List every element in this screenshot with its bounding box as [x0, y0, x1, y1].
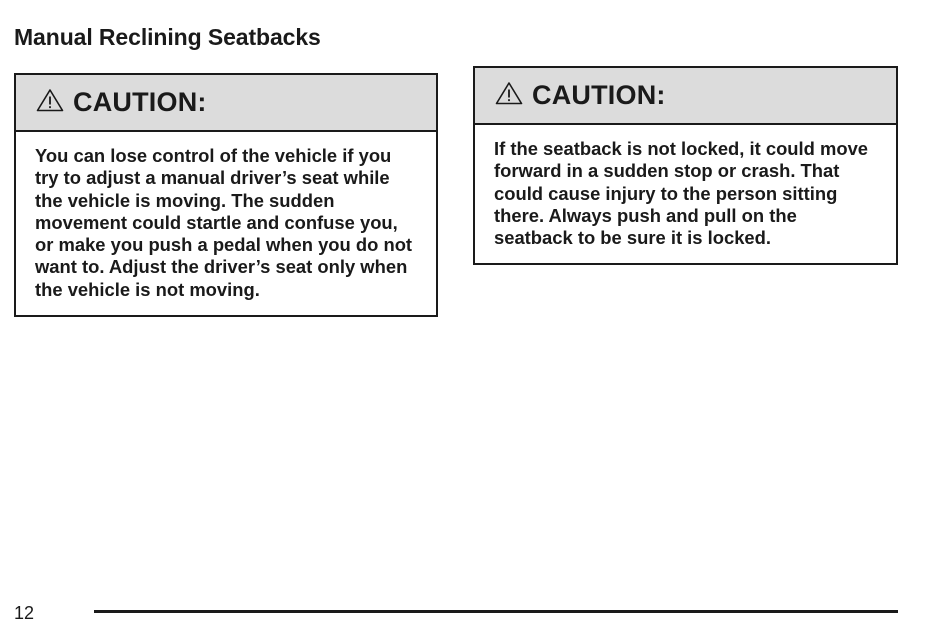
footer-rule [94, 610, 898, 613]
caution-label: CAUTION: [73, 87, 207, 117]
caution-text: You can lose control of the vehicle if you try to adjust a manual driver’s seat while the vehicle is moving. The sudden movement could startle and confuse you, or make you push a pedal when you do not want to. Adjust the driver’s seat only when the vehicle is not moving. [35, 145, 413, 300]
caution-header [475, 68, 896, 125]
caution-text: If the seatback is not locked, it could move forward in a sudden stop or crash. That could cause injury to the person sitting there. Always push and pull on the seatback to be sure it is locked. [494, 138, 869, 249]
caution-box [473, 66, 898, 265]
page-number: 12 [14, 603, 35, 623]
warning-triangle-icon [36, 88, 64, 112]
warning-triangle-icon [495, 81, 523, 105]
caution-label: CAUTION: [532, 80, 666, 110]
caution-box [14, 73, 438, 317]
caution-header [16, 75, 436, 132]
page-title: Manual Reclining Seatbacks [14, 24, 321, 50]
